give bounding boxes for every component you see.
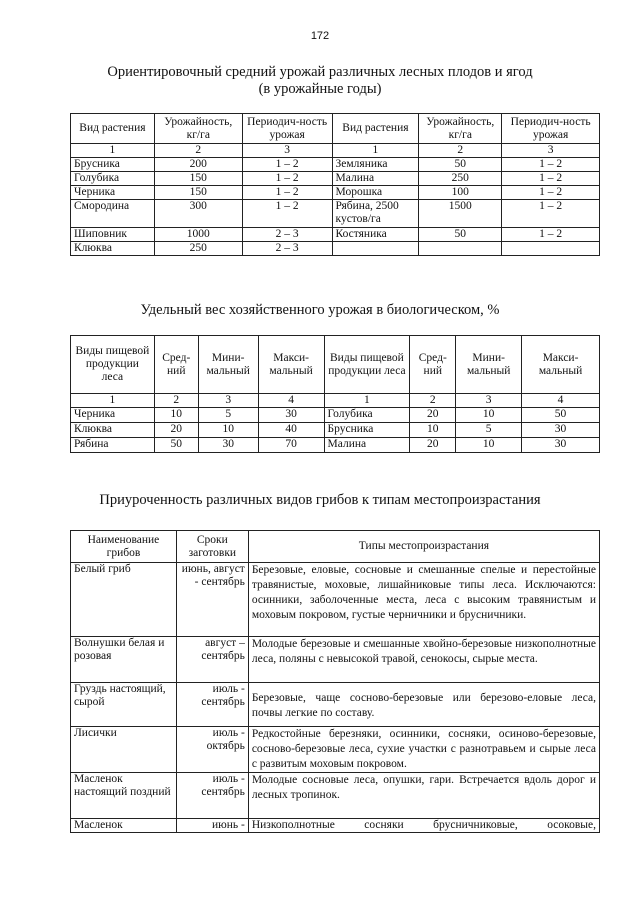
table1-header-row: [71, 114, 600, 144]
table-cell: 1 – 2: [242, 186, 332, 200]
table-cell: Лисички: [71, 727, 177, 773]
table2-header: Макси-мальный: [522, 336, 600, 394]
table2-header: Сред-ний: [410, 336, 456, 394]
table2-colnum: 3: [456, 394, 522, 408]
table-cell: 1 – 2: [242, 200, 332, 228]
table-cell: 1 – 2: [502, 228, 600, 242]
table-cell: Черника: [71, 408, 155, 423]
table-cell: Березовые, еловые, сосновые и смешанные спелые и перестойные травянистые, моховые, лишайниковые типы леса. Исключаются: осинники, заболоченные места, леса с высоким травянистым и моховым покровом, густые черничники и брусничники.: [248, 563, 599, 637]
table-row: [71, 200, 600, 228]
table2-header: Мини-мальный: [456, 336, 522, 394]
table-cell: 100: [419, 186, 502, 200]
table-cell: июнь, август - сентябрь: [176, 563, 248, 637]
table-row: [71, 423, 600, 438]
table-cell: Молодые березовые и смешанные хвойно-березовые низкополнотные леса, поляны с невысокой травой, сенокосы, сырые места.: [248, 637, 599, 683]
table-cell: 250: [419, 172, 502, 186]
table-cell: Брусника: [324, 423, 410, 438]
table1-header: Урожайность, кг/га: [154, 114, 242, 144]
table3-header: Типы местопроизрастания: [248, 531, 599, 563]
table-cell: июль - октябрь: [176, 727, 248, 773]
table-cell: 10: [456, 438, 522, 453]
table-row: [71, 563, 600, 637]
table-cell: Масленок: [71, 819, 177, 833]
table1-header: Вид растения: [71, 114, 155, 144]
table-row: [71, 172, 600, 186]
table-cell: 30: [522, 438, 600, 453]
table-cell: июль - сентябрь: [176, 683, 248, 727]
table-cell: 1500: [419, 200, 502, 228]
table-cell: [419, 242, 502, 256]
table-cell: 10: [154, 408, 198, 423]
table-cell: 5: [456, 423, 522, 438]
table-cell: Шиповник: [71, 228, 155, 242]
table-cell: 50: [419, 158, 502, 172]
table3-header-row: [71, 531, 600, 563]
table-cell: 20: [410, 438, 456, 453]
table-cell: Низкополнотные сосняки брусничниковые, осоковые,: [248, 819, 599, 833]
table-cell: 2 – 3: [242, 228, 332, 242]
table-cell: Черника: [71, 186, 155, 200]
table-cell: Смородина: [71, 200, 155, 228]
table1-header: Урожайность, кг/га: [419, 114, 502, 144]
table-cell: Брусника: [71, 158, 155, 172]
table-cell: 150: [154, 186, 242, 200]
table-cell: 1 – 2: [242, 158, 332, 172]
table1-colnum: 3: [502, 144, 600, 158]
table2-header: Виды пищевой продукции леса: [324, 336, 410, 394]
table-row: [71, 438, 600, 453]
table1-colnum: 1: [71, 144, 155, 158]
table-cell: 250: [154, 242, 242, 256]
table-cell: 70: [258, 438, 324, 453]
table-row: [71, 186, 600, 200]
table-cell: Голубика: [71, 172, 155, 186]
table2-header: Сред-ний: [154, 336, 198, 394]
table-cell: июль - сентябрь: [176, 773, 248, 819]
table-cell: Рябина, 2500 кустов/га: [332, 200, 419, 228]
table-cell: [332, 242, 419, 256]
table3-title: Приуроченность различных видов грибов к типам местопроизрастания: [99, 492, 541, 508]
table2-header-row: [71, 336, 600, 394]
table-cell: 40: [258, 423, 324, 438]
table-cell: 2 – 3: [242, 242, 332, 256]
table2-colnum-row: [71, 394, 600, 408]
table1-colnum: 2: [154, 144, 242, 158]
table-row: [71, 158, 600, 172]
table-cell: 1000: [154, 228, 242, 242]
table-cell: 50: [154, 438, 198, 453]
table2-colnum: 4: [522, 394, 600, 408]
table-cell: Малина: [332, 172, 419, 186]
table-cell: Волнушки белая и розовая: [71, 637, 177, 683]
table-cell: Морошка: [332, 186, 419, 200]
table-cell: 1 – 2: [242, 172, 332, 186]
table-cell: Земляника: [332, 158, 419, 172]
table-row: [71, 683, 600, 727]
table3-header: Наименование грибов: [71, 531, 177, 563]
table-cell: 20: [410, 408, 456, 423]
table-cell: июнь -: [176, 819, 248, 833]
table-cell: Белый гриб: [71, 563, 177, 637]
table-cell: 150: [154, 172, 242, 186]
table1-colnum: 3: [242, 144, 332, 158]
table-cell: Малина: [324, 438, 410, 453]
table-cell: 30: [198, 438, 258, 453]
table-row: [71, 727, 600, 773]
table2-colnum: 1: [324, 394, 410, 408]
table2-title: Удельный вес хозяйственного урожая в биологическом, %: [140, 302, 500, 318]
table-cell: 1 – 2: [502, 158, 600, 172]
table2-colnum: 3: [198, 394, 258, 408]
table-cell: 30: [522, 423, 600, 438]
table1-title-line1: Ориентировочный средний урожай различных лесных плодов и ягод: [107, 64, 533, 80]
page-number: 172: [310, 30, 330, 42]
table-cell: 10: [456, 408, 522, 423]
table-row: [71, 408, 600, 423]
table-cell: 20: [154, 423, 198, 438]
table3-header: Сроки заготовки: [176, 531, 248, 563]
table2-colnum: 2: [154, 394, 198, 408]
table-cell: Клюква: [71, 423, 155, 438]
table-row: [71, 228, 600, 242]
table2-header: Виды пищевой продукции леса: [71, 336, 155, 394]
table-cell: Клюква: [71, 242, 155, 256]
table-cell: 300: [154, 200, 242, 228]
harvest-ratio-table: [70, 335, 600, 453]
table-row: [71, 242, 600, 256]
table-cell: Редкостойные березняки, осинники, сосняки, осиново-березовые, сосново-березовые леса, сухие участки с разнотравьем и сырые леса с развитым моховым покровом.: [248, 727, 599, 773]
table-row: [71, 773, 600, 819]
table1-header: Периодич-ность урожая: [502, 114, 600, 144]
table1-colnum-row: [71, 144, 600, 158]
mushroom-habitat-table: [70, 530, 600, 833]
table-cell: Рябина: [71, 438, 155, 453]
table-cell: 200: [154, 158, 242, 172]
table-cell: Березовые, чаще сосново-березовые или березово-еловые леса, почвы легкие по составу.: [248, 683, 599, 727]
table2-colnum: 1: [71, 394, 155, 408]
table2-header: Макси-мальный: [258, 336, 324, 394]
table-row: [71, 637, 600, 683]
table-cell: Голубика: [324, 408, 410, 423]
table1-colnum: 1: [332, 144, 419, 158]
table-cell: 50: [419, 228, 502, 242]
table-cell: 50: [522, 408, 600, 423]
table-cell: Груздь настоящий, сырой: [71, 683, 177, 727]
table-row: [71, 819, 600, 833]
table-cell: август – сентябрь: [176, 637, 248, 683]
table-cell: 30: [258, 408, 324, 423]
table-cell: Костяника: [332, 228, 419, 242]
table1-header: Вид растения: [332, 114, 419, 144]
table2-header: Мини-мальный: [198, 336, 258, 394]
fruit-yield-table: [70, 113, 600, 256]
table-cell: 1 – 2: [502, 200, 600, 228]
table2-colnum: 4: [258, 394, 324, 408]
table-cell: 5: [198, 408, 258, 423]
table-cell: 10: [198, 423, 258, 438]
table-cell: 1 – 2: [502, 186, 600, 200]
table2-colnum: 2: [410, 394, 456, 408]
table-cell: Масленок настоящий поздний: [71, 773, 177, 819]
table-cell: Молодые сосновые леса, опушки, гари. Встречается вдоль дорог и лесных тропинок.: [248, 773, 599, 819]
table-cell: 1 – 2: [502, 172, 600, 186]
table-cell: [502, 242, 600, 256]
table1-header: Периодич-ность урожая: [242, 114, 332, 144]
table1-colnum: 2: [419, 144, 502, 158]
table-cell: 10: [410, 423, 456, 438]
table1-title-line2: (в урожайные годы): [258, 81, 382, 97]
